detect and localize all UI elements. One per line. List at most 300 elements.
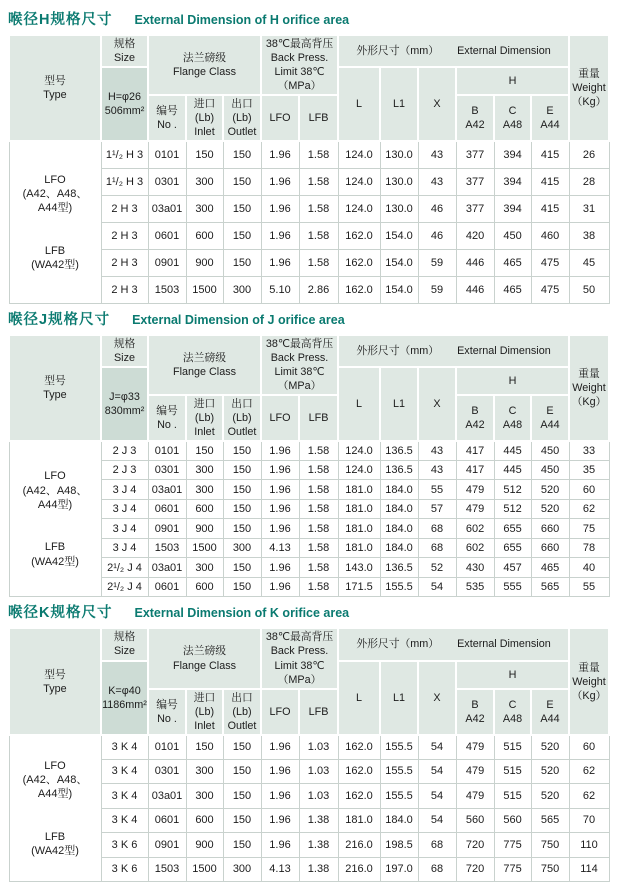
col-header-outlet	[223, 395, 261, 441]
col-header-orifice-spec	[101, 661, 148, 735]
table-cell: 54	[418, 759, 456, 784]
label-zh: 外形尺寸（mm）	[356, 344, 440, 357]
label-unit: （Kg）	[571, 96, 607, 109]
col-header-back-press	[261, 628, 338, 688]
col-header-c-a48	[494, 95, 531, 141]
table-cell: 54	[418, 808, 456, 833]
label-en: Size	[113, 645, 135, 658]
label-zh: 型号	[44, 75, 66, 88]
table-cell: 415	[531, 168, 569, 195]
table-cell: 1503	[148, 538, 186, 558]
table-cell: 114	[569, 857, 609, 882]
table-cell: 181.0	[338, 499, 380, 519]
col-header-b-a42	[456, 95, 494, 141]
label-zh: 规格	[113, 38, 136, 50]
label-code: A42	[465, 418, 485, 431]
table-cell: 2¹/₂ J 4	[101, 577, 148, 597]
table-cell: 475	[531, 276, 569, 303]
col-header-external-dimension	[338, 335, 569, 367]
table-cell: 124.0	[338, 195, 380, 222]
label-unit: （MPa）	[277, 80, 322, 93]
label-zh: 进口(Lb)	[193, 98, 216, 125]
table-cell: 300	[186, 784, 223, 809]
table-cell: 162.0	[338, 222, 380, 249]
table-cell: 1.96	[261, 577, 299, 597]
table-cell: 1.03	[299, 784, 338, 809]
table-cell: 394	[494, 141, 531, 168]
table-cell: 450	[531, 460, 569, 480]
table-cell: 124.0	[338, 441, 380, 461]
label-letter: C	[508, 698, 517, 711]
table-cell: 0901	[148, 833, 186, 858]
col-header-external-dimension	[338, 35, 569, 67]
section-title-en: External Dimension of K orifice area	[134, 606, 350, 621]
col-header-back-press	[261, 335, 338, 395]
label-code: A42	[465, 119, 485, 132]
section-title-zh: 喉径H规格尺寸	[8, 12, 113, 28]
label-en: No .	[157, 418, 177, 431]
label-code: A44	[540, 712, 560, 725]
col-header-c-a48	[494, 689, 531, 735]
table-cell: 150	[223, 499, 261, 519]
table-cell: 1.38	[299, 808, 338, 833]
table-cell: 124.0	[338, 141, 380, 168]
table-cell: 1.03	[299, 759, 338, 784]
table-cell: 2 H 3	[101, 249, 148, 276]
section-h-orifice	[8, 8, 612, 304]
table-cell: 900	[186, 249, 223, 276]
table-cell: 1.58	[299, 441, 338, 461]
table-cell: 1500	[186, 538, 223, 558]
label-en: External Dimension	[457, 45, 551, 58]
table-cell: 3 K 4	[101, 759, 148, 784]
table-cell: 1¹/₂ H 3	[101, 168, 148, 195]
table-cell: 3 K 4	[101, 808, 148, 833]
section-title-en: External Dimension of H orifice area	[134, 13, 350, 27]
label-zh: 38℃最高背压	[265, 337, 334, 350]
table-cell: 300	[186, 759, 223, 784]
table-cell: 512	[494, 499, 531, 519]
table-cell: 460	[531, 222, 569, 249]
section-title	[8, 8, 612, 29]
table-cell: 150	[186, 735, 223, 760]
table-cell: 417	[456, 441, 494, 461]
table-cell: 150	[223, 558, 261, 578]
table-cell: 720	[456, 833, 494, 858]
col-header-size	[101, 628, 148, 660]
table-cell: 55	[418, 480, 456, 500]
col-header-inlet	[186, 95, 223, 141]
label-zh: 型号	[44, 668, 66, 681]
label-zh: 法兰磅级	[182, 351, 227, 364]
col-header-lfb: LFB	[299, 395, 338, 441]
label-en: Type	[43, 89, 67, 102]
label-en: Flange Class	[172, 659, 236, 672]
table-cell: 43	[418, 141, 456, 168]
table-cell: 300	[186, 558, 223, 578]
label-en: Type	[43, 388, 67, 401]
table-cell: 2 J 3	[101, 460, 148, 480]
spec-line1: H=φ26	[107, 91, 142, 104]
table-cell: 162.0	[338, 784, 380, 809]
table-cell: 2 H 3	[101, 222, 148, 249]
table-cell: 0601	[148, 808, 186, 833]
label-zh: 编号	[156, 404, 178, 417]
table-cell: 136.5	[380, 460, 418, 480]
label-en: No .	[157, 119, 177, 132]
type-group-label-lfb: LFB (WA42型)	[31, 830, 79, 857]
type-group-label-lfb: LFB (WA42型)	[31, 244, 79, 271]
label-zh: 重量	[578, 367, 600, 380]
table-cell: 475	[531, 249, 569, 276]
table-cell: 1503	[148, 857, 186, 882]
label-zh: 出口(Lb)	[231, 98, 253, 125]
table-cell: 1500	[186, 276, 223, 303]
section-title	[8, 308, 612, 329]
table-cell: 1.58	[299, 195, 338, 222]
table-cell: 1.96	[261, 195, 299, 222]
section-k-orifice	[8, 601, 612, 882]
spec-line2: 506mm²	[104, 105, 145, 118]
table-cell: 150	[223, 759, 261, 784]
table-cell: 35	[569, 460, 609, 480]
label-letter: B	[471, 404, 479, 417]
col-header-c-a48	[494, 395, 531, 441]
table-cell: 900	[186, 833, 223, 858]
table-cell: 5.10	[261, 276, 299, 303]
label-code: A48	[502, 712, 523, 725]
table-cell: 184.0	[380, 538, 418, 558]
table-cell: 377	[456, 168, 494, 195]
table-cell: 660	[531, 538, 569, 558]
table-cell: 0101	[148, 441, 186, 461]
table-cell: 3 K 6	[101, 833, 148, 858]
label-en: External Dimension	[457, 638, 551, 651]
table-cell: 1.58	[299, 249, 338, 276]
table-cell: 377	[456, 141, 494, 168]
table-cell: 155.5	[380, 577, 418, 597]
table-cell: 1.58	[299, 460, 338, 480]
table-cell: 602	[456, 519, 494, 539]
table-row	[9, 441, 609, 461]
spec-line1: J=φ33	[109, 390, 140, 403]
label-unit: （Kg）	[571, 689, 607, 702]
table-cell: 775	[494, 833, 531, 858]
dimension-table-k	[8, 627, 610, 882]
type-group-cell	[9, 141, 101, 303]
table-cell: 417	[456, 460, 494, 480]
label-en: Weight	[572, 675, 606, 688]
label-zh: 进口(Lb)	[193, 397, 216, 424]
table-cell: 155.5	[380, 784, 418, 809]
table-cell: 59	[418, 249, 456, 276]
table-cell: 198.5	[380, 833, 418, 858]
table-cell: 394	[494, 168, 531, 195]
col-header-b-a42	[456, 395, 494, 441]
table-cell: 520	[531, 759, 569, 784]
table-cell: 162.0	[338, 249, 380, 276]
table-cell: 155.5	[380, 735, 418, 760]
table-cell: 0301	[148, 759, 186, 784]
table-cell: 1.96	[261, 499, 299, 519]
col-header-type	[9, 628, 101, 734]
col-header-lfo: LFO	[261, 95, 299, 141]
table-row	[9, 141, 609, 168]
table-cell: 0901	[148, 519, 186, 539]
table-cell: 197.0	[380, 857, 418, 882]
table-cell: 150	[223, 222, 261, 249]
col-header-x: X	[418, 367, 456, 441]
label-en: Size	[113, 52, 135, 65]
col-header-weight	[569, 335, 609, 441]
spec-line2: 1186mm²	[102, 698, 147, 711]
table-cell: 1.58	[299, 519, 338, 539]
table-cell: 394	[494, 195, 531, 222]
label-zh: 外形尺寸（mm）	[356, 45, 440, 58]
table-cell: 136.5	[380, 441, 418, 461]
table-cell: 560	[456, 808, 494, 833]
table-cell: 750	[531, 857, 569, 882]
table-cell: 1.96	[261, 141, 299, 168]
table-cell: 479	[456, 735, 494, 760]
table-cell: 60	[569, 735, 609, 760]
label-zh: 编号	[156, 105, 178, 118]
dimension-table-j	[8, 334, 610, 598]
label-en: Back Press.	[270, 351, 329, 364]
label-letter: C	[508, 404, 517, 417]
table-cell: 479	[456, 759, 494, 784]
table-cell: 446	[456, 249, 494, 276]
label-en: Flange Class	[172, 365, 236, 378]
table-cell: 3 J 4	[101, 480, 148, 500]
label-zh: 出口(Lb)	[231, 397, 253, 424]
table-cell: 150	[223, 577, 261, 597]
label-en: Limit 38℃	[274, 365, 325, 378]
col-header-h-group: H	[456, 367, 569, 395]
col-header-weight	[569, 628, 609, 734]
table-cell: 184.0	[380, 499, 418, 519]
table-cell: 03a01	[148, 195, 186, 222]
col-header-back-press	[261, 35, 338, 95]
label-en: Inlet	[194, 126, 215, 139]
table-cell: 28	[569, 168, 609, 195]
table-cell: 60	[569, 480, 609, 500]
table-cell: 78	[569, 538, 609, 558]
table-cell: 602	[456, 538, 494, 558]
col-header-l1: L1	[380, 367, 418, 441]
section-title-en: External Dimension of J orifice area	[132, 312, 345, 327]
table-cell: 1.96	[261, 833, 299, 858]
table-cell: 59	[418, 276, 456, 303]
table-cell: 377	[456, 195, 494, 222]
label-zh: 重量	[578, 68, 600, 81]
label-en: External Dimension	[457, 344, 551, 357]
table-cell: 0301	[148, 460, 186, 480]
col-header-inlet	[186, 395, 223, 441]
table-cell: 300	[186, 480, 223, 500]
table-cell: 52	[418, 558, 456, 578]
table-cell: 465	[531, 558, 569, 578]
table-cell: 565	[531, 808, 569, 833]
table-cell: 154.0	[380, 276, 418, 303]
col-header-b-a42	[456, 689, 494, 735]
type-group-label-lfb: LFB (WA42型)	[31, 541, 79, 568]
table-cell: 181.0	[338, 480, 380, 500]
table-cell: 3 K 4	[101, 784, 148, 809]
col-header-inlet	[186, 689, 223, 735]
label-zh: 38℃最高背压	[265, 38, 334, 50]
table-cell: 300	[223, 276, 261, 303]
table-cell: 03a01	[148, 558, 186, 578]
table-cell: 1.96	[261, 249, 299, 276]
spec-line2: 830mm²	[104, 404, 145, 417]
table-cell: 445	[494, 460, 531, 480]
label-zh: 法兰磅级	[182, 52, 227, 65]
table-cell: 1.58	[299, 538, 338, 558]
table-cell: 150	[223, 784, 261, 809]
type-group-cell	[9, 735, 101, 882]
table-cell: 1.38	[299, 857, 338, 882]
table-cell: 515	[494, 735, 531, 760]
label-unit: （Kg）	[571, 395, 607, 408]
table-cell: 54	[418, 735, 456, 760]
table-cell: 216.0	[338, 833, 380, 858]
table-cell: 150	[186, 141, 223, 168]
table-cell: 184.0	[380, 808, 418, 833]
table-cell: 0101	[148, 141, 186, 168]
table-cell: 465	[494, 276, 531, 303]
table-cell: 1.58	[299, 141, 338, 168]
table-cell: 2.86	[299, 276, 338, 303]
table-cell: 560	[494, 808, 531, 833]
table-cell: 54	[418, 784, 456, 809]
table-cell: 40	[569, 558, 609, 578]
table-cell: 1.96	[261, 480, 299, 500]
table-cell: 68	[418, 857, 456, 882]
label-letter: E	[546, 698, 554, 711]
col-header-e-a44	[531, 689, 569, 735]
col-header-lfb: LFB	[299, 689, 338, 735]
label-en: No .	[157, 712, 177, 725]
table-cell: 655	[494, 538, 531, 558]
table-cell: 181.0	[338, 519, 380, 539]
table-cell: 45	[569, 249, 609, 276]
table-cell: 300	[186, 460, 223, 480]
col-header-size	[101, 35, 148, 67]
label-zh: 法兰磅级	[182, 645, 227, 658]
table-cell: 1.58	[299, 480, 338, 500]
table-cell: 62	[569, 499, 609, 519]
table-cell: 68	[418, 538, 456, 558]
table-cell: 555	[494, 577, 531, 597]
label-en: Back Press.	[270, 645, 329, 658]
section-j-orifice	[8, 308, 612, 598]
label-en: Limit 38℃	[274, 66, 325, 79]
table-cell: 155.5	[380, 759, 418, 784]
label-zh: 规格	[113, 631, 136, 644]
table-cell: 1.58	[299, 168, 338, 195]
table-cell: 150	[223, 441, 261, 461]
table-cell: 512	[494, 480, 531, 500]
table-cell: 1.58	[299, 577, 338, 597]
table-cell: 150	[223, 735, 261, 760]
label-en: Outlet	[227, 719, 257, 732]
table-cell: 4.13	[261, 538, 299, 558]
table-cell: 775	[494, 857, 531, 882]
col-header-weight	[569, 35, 609, 141]
table-cell: 445	[494, 441, 531, 461]
table-cell: 75	[569, 519, 609, 539]
table-cell: 162.0	[338, 735, 380, 760]
table-cell: 130.0	[380, 195, 418, 222]
table-cell: 150	[223, 460, 261, 480]
table-cell: 0601	[148, 499, 186, 519]
table-cell: 2 H 3	[101, 195, 148, 222]
table-cell: 2 J 3	[101, 441, 148, 461]
table-cell: 3 J 4	[101, 499, 148, 519]
table-cell: 520	[531, 735, 569, 760]
table-cell: 124.0	[338, 168, 380, 195]
table-cell: 162.0	[338, 276, 380, 303]
table-cell: 300	[223, 857, 261, 882]
table-cell: 216.0	[338, 857, 380, 882]
table-cell: 4.13	[261, 857, 299, 882]
dimension-table-h	[8, 34, 610, 304]
table-cell: 31	[569, 195, 609, 222]
table-cell: 184.0	[380, 519, 418, 539]
table-cell: 54	[418, 577, 456, 597]
col-header-l: L	[338, 67, 380, 141]
table-cell: 415	[531, 195, 569, 222]
section-title-zh: 喉径J规格尺寸	[8, 311, 111, 328]
label-en: Outlet	[227, 126, 257, 139]
label-en: Limit 38℃	[274, 659, 325, 672]
table-cell: 57	[418, 499, 456, 519]
label-code: A44	[540, 418, 560, 431]
table-cell: 43	[418, 168, 456, 195]
table-cell: 600	[186, 808, 223, 833]
label-en: Weight	[572, 82, 606, 95]
label-en: Inlet	[194, 719, 215, 732]
col-header-external-dimension	[338, 628, 569, 660]
table-cell: 46	[418, 195, 456, 222]
table-cell: 1.58	[299, 558, 338, 578]
table-cell: 46	[418, 222, 456, 249]
table-cell: 1.96	[261, 168, 299, 195]
table-cell: 1.96	[261, 460, 299, 480]
section-title-zh: 喉径K规格尺寸	[8, 605, 113, 622]
table-cell: 1.96	[261, 222, 299, 249]
label-zh: 出口(Lb)	[231, 691, 253, 718]
label-zh: 38℃最高背压	[265, 631, 334, 644]
table-cell: 1500	[186, 857, 223, 882]
table-cell: 450	[494, 222, 531, 249]
label-zh: 规格	[113, 337, 136, 350]
table-cell: 150	[223, 833, 261, 858]
col-header-outlet	[223, 95, 261, 141]
table-cell: 03a01	[148, 480, 186, 500]
col-header-outlet	[223, 689, 261, 735]
col-header-h-group: H	[456, 661, 569, 689]
table-cell: 300	[223, 538, 261, 558]
table-cell: 600	[186, 222, 223, 249]
table-cell: 110	[569, 833, 609, 858]
table-cell: 124.0	[338, 460, 380, 480]
col-header-x: X	[418, 661, 456, 735]
label-zh: 重量	[578, 661, 600, 674]
table-cell: 479	[456, 499, 494, 519]
table-cell: 171.5	[338, 577, 380, 597]
